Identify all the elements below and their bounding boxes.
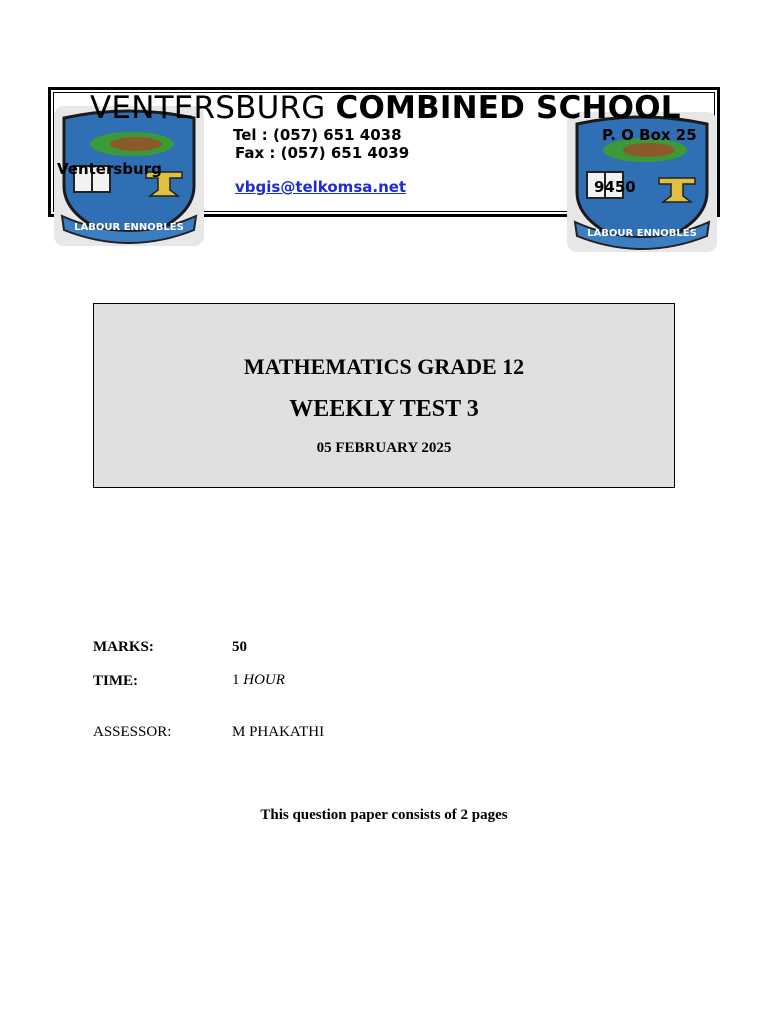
page-count-note: This question paper consists of 2 pages [260,807,508,823]
town-name: Ventersburg [57,160,162,178]
test-heading: WEEKLY TEST 3 [289,396,479,422]
marks-label: MARKS: [93,639,154,655]
postal-code: 9450 [594,178,636,196]
crest-motto-left: LABOUR ENNOBLES [74,222,184,233]
marks-value: 50 [232,639,247,655]
school-name-bold: COMBINED SCHOOL [335,90,681,126]
time-number: 1 [232,672,244,688]
crest-motto-right: LABOUR ENNOBLES [587,228,697,239]
assessor-value: M PHAKATHI [232,724,325,740]
assessor-label: ASSESSOR: [93,724,172,740]
test-date: 05 FEBRUARY 2025 [316,440,452,456]
time-unit: HOUR [243,672,285,688]
po-box: P. O Box 25 [602,126,697,144]
email-link[interactable]: vbgis@telkomsa.net [235,178,407,196]
telephone-number: Tel : (057) 651 4038 [233,126,402,144]
time-value [232,672,285,689]
school-name [90,90,681,126]
test-title-box [93,303,675,488]
time-label: TIME: [93,673,138,689]
school-name-regular: VENTERSBURG [90,90,336,126]
fax-number: Fax : (057) 651 4039 [235,144,410,162]
subject-heading: MATHEMATICS GRADE 12 [243,354,525,379]
